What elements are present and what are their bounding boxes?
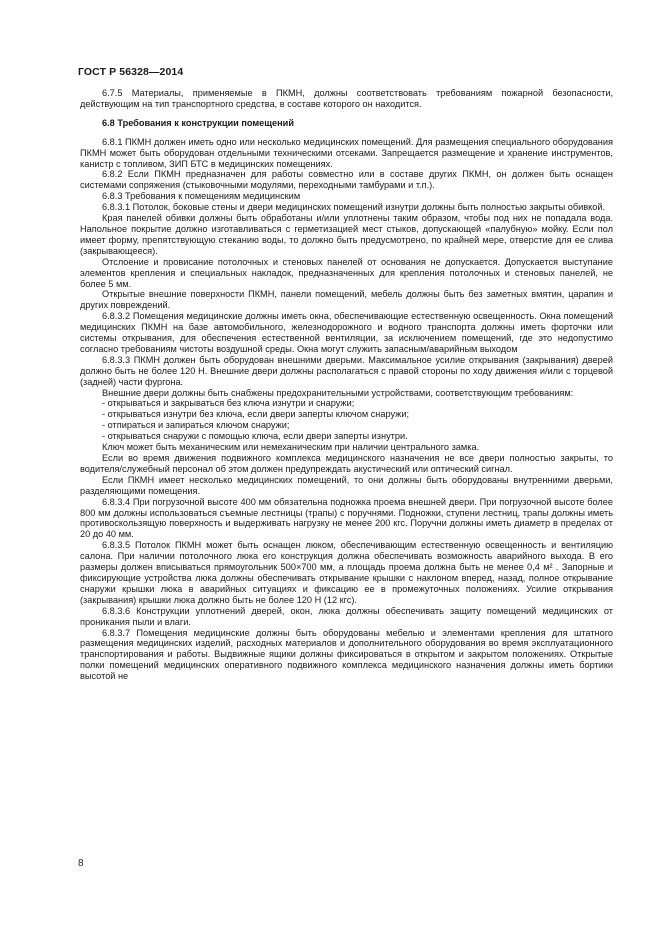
document-body xyxy=(80,88,613,682)
document-code-header: ГОСТ Р 56328—2014 xyxy=(78,66,184,78)
page-number: 8 xyxy=(78,858,84,869)
section-heading: 6.8 Требования к конструкции помещений xyxy=(102,117,294,128)
list-item: - открываться снаружи с помощью ключа, если двери заперты изнутри. xyxy=(102,431,408,442)
list-item: - отпираться и запираться ключом снаружи; xyxy=(102,420,290,431)
paragraph: 6.8.1 ПКМН должен иметь одно или несколько медицинских помещений. Для размещения специального оборудования ПКМН может быть оборудован отдельными техническими отсеками. Запрещается размещение и хранение инструментов, канистр с топливом, ЗИП БТС в медицинских помещениях. xyxy=(80,136,613,169)
paragraph: 6.8.3.2 Помещения медицинские должны иметь окна, обеспечивающие естественную освещенность. Окна помещений медицинских ПКМН на базе автомобильного, железнодорожного и водного транспорта должны иметь форточки или системы открывания, для обеспечения естественной вентиляции, за исключением помещений, где это недопустимо согласно требованиям чистоты воздушной среды. Окна могут служить запасным/аварийным выходом xyxy=(80,311,613,354)
list-item: - открываться и закрываться без ключа изнутри и снаружи; xyxy=(102,398,355,409)
paragraph: Отслоение и провисание потолочных и стеновых панелей от основания не допускается. Допускается выступание элементов крепления и специальных накладок, предназначенных для крепления потолочных и стеновых панелей, не более 5 мм. xyxy=(80,256,613,289)
paragraph: 6.8.2 Если ПКМН предназначен для работы совместно или в составе других ПКМН, он должен быть оснащен системами сопряжения (стыковочными модулями, переходными тамбурами и т.п.). xyxy=(80,169,613,191)
paragraph: Открытые внешние поверхности ПКМН, панели помещений, мебель должны быть без заметных вмятин, царапин и других повреждений. xyxy=(80,289,613,311)
list-item: - открываться изнутри без ключа, если двери заперты ключом снаружи; xyxy=(102,409,409,420)
paragraph: Если во время движения подвижного комплекса медицинского назначения не все двери полностью закрыты, то водителя/служебный персонал об этом должен предупреждать акустический или оптический сигнал. xyxy=(80,453,613,474)
paragraph: Ключ может быть механическим или немеханическим при наличии центрального замка. xyxy=(102,442,480,453)
paragraph: 6.8.3.3 ПКМН должен быть оборудован внешними дверьми. Максимальное усилие открывания (закрывания) дверей должно быть не более 120 Н. Внешние двери должны располагаться с правой стороны по ходу движения и/или с торцевой (задней) части фургона. xyxy=(80,354,613,387)
paragraph: 6.8.3.7 Помещения медицинские должны быть оборудованы мебелью и элементами крепления для штатного размещения медицинских изделий, расходных материалов и дополнительного оборудования во время эксплуатационного транспортирования и работы. Выдвижные ящики должны фиксироваться в открытом и закрытом положениях. Открытые полки помещений медицинских оперативного подвижного комплекса медицинского назначения должны иметь бортики высотой не xyxy=(80,627,613,682)
paragraph: 6.8.3.5 Потолок ПКМН может быть оснащен люком, обеспечивающим естественную освещенность и вентиляцию салона. При наличии потолочного люка его конструкция должна обеспечивать возможность аварийного выхода. В его размеры должен вписываться прямоугольник 500×700 мм, а площадь проема должна быть не менее 0,4 м² . Запорные и фиксирующие устройства люка должны обеспечивать открывание крышки с наклоном вперед, назад, полное открывание снаружи крышки люка в аварийных ситуациях и фиксацию ее в промежуточных положениях. Усилие открывания (закрывания) крышки люка должно быть не более 120 Н (12 кгс). xyxy=(80,540,613,605)
paragraph: 6.8.3.6 Конструкции уплотнений дверей, окон, люка должны обеспечивать защиту помещений медицинских от проникания пыли и влаги. xyxy=(80,605,613,627)
paragraph: 6.8.3.4 При погрузочной высоте 400 мм обязательна подножка проема внешней двери. При погрузочной высоте более 800 мм должны использоваться съемные лестницы (трапы) с поручнями. Подножки, ступени лестниц, трапы должны иметь противоскользящую поверхность и выдерживать нагрузку не менее 200 кгс. Поручни должны иметь диаметр в пределах от 20 до 40 мм. xyxy=(80,496,613,540)
paragraph: 6.8.3 Требования к помещениям медицинским xyxy=(102,191,301,202)
paragraph: Если ПКМН имеет несколько медицинских помещений, то они должны быть оборудованы внутренними дверьми, разделяющими помещения. xyxy=(80,474,613,496)
paragraph: 6.8.3.1 Потолок, боковые стены и двери медицинских помещений изнутри должны быть полностью закрыты обивкой. xyxy=(102,202,606,213)
paragraph: Края панелей обивки должны быть обработаны и/или уплотнены таким образом, чтобы под них не попадала вода. Напольное покрытие должно изготавливаться с герметизацией мест стыков, допускающей «палубную» мойку. Если пол имеет форму, препятствующую стеканию воды, то должно быть предусмотрено, по крайней мере, отверстие для ее слива (закрывающееся). xyxy=(80,213,613,256)
paragraph: 6.7.5 Материалы, применяемые в ПКМН, должны соответствовать требованиям пожарной безопасности, действующим на тип транспортного средства, в составе которого он находится. xyxy=(80,88,613,109)
paragraph: Внешние двери должны быть снабжены предохранительными устройствами, соответствующим требованиям: xyxy=(102,387,574,398)
